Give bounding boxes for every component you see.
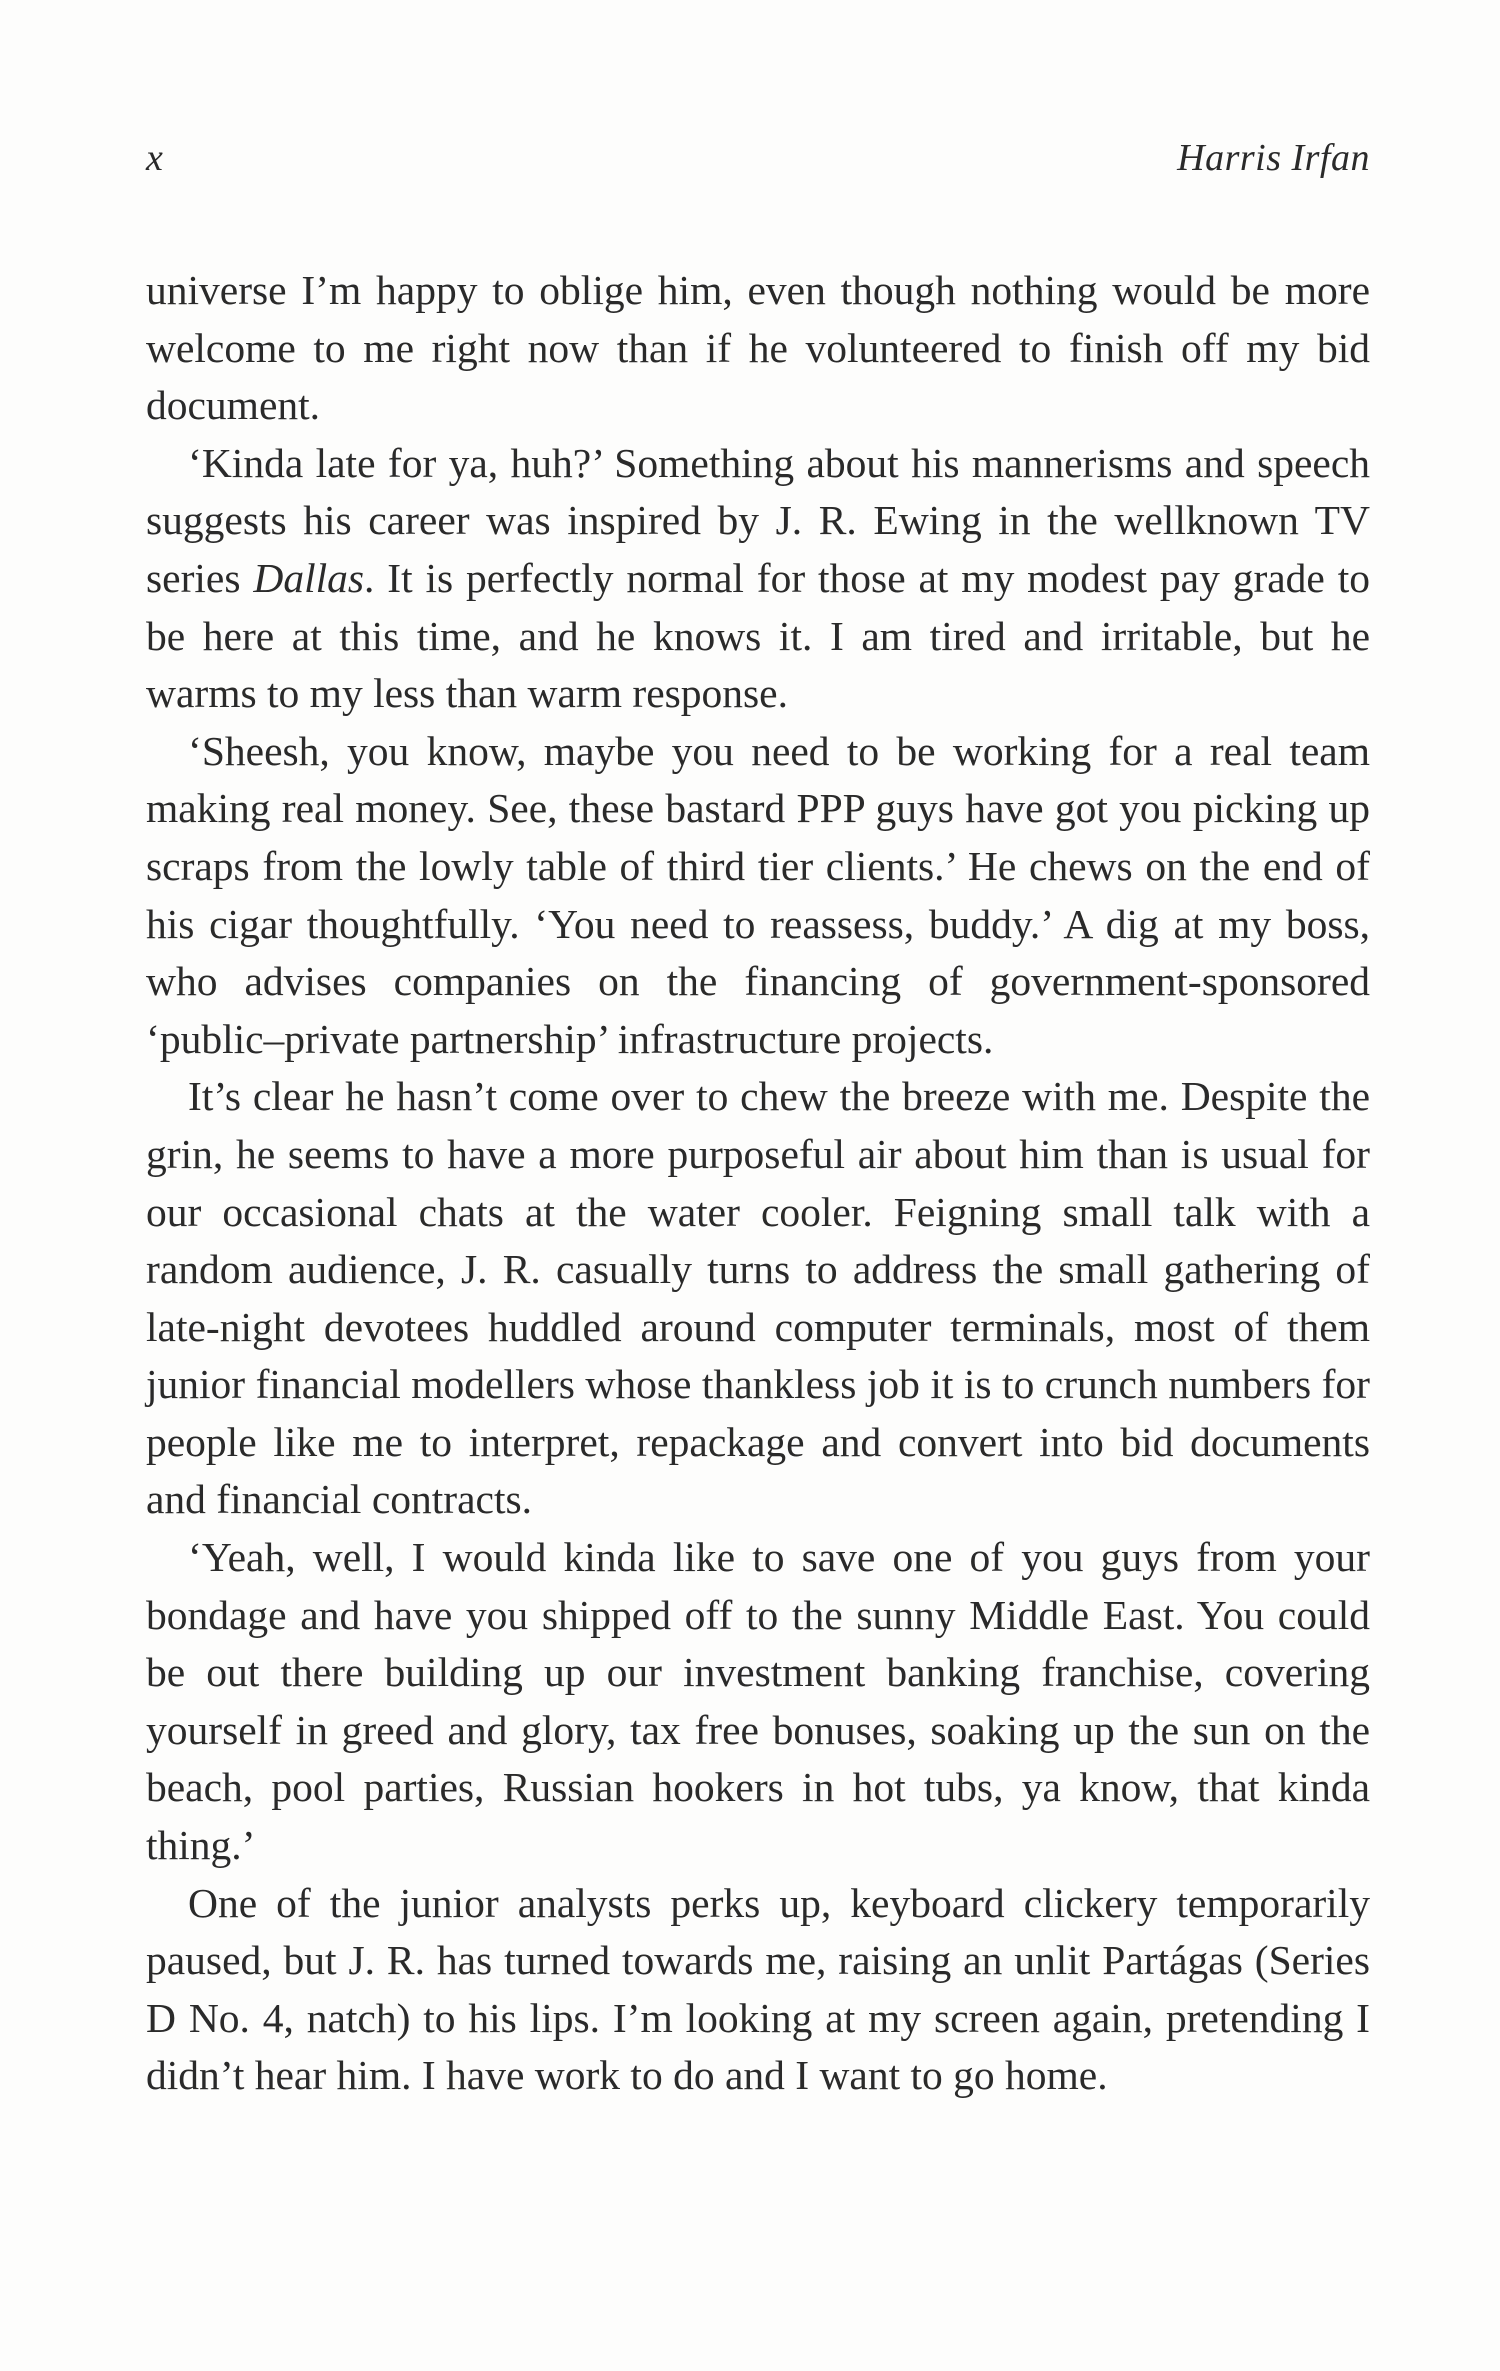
paragraph bbox=[146, 1875, 1370, 2105]
text-segment: ‘Yeah, well, I would kinda like to save one of you guys from your bondage and have you shipped off to the sunny Middle East. You could be out there building up our investment banking franchise, covering yourself in greed and glory, tax free bonuses, soaking up the sun on the beach, pool parties, Russian hookers in hot tubs, ya know, that kinda thing.’ bbox=[146, 1534, 1370, 1869]
text-segment: . It is perfectly normal for those at my modest pay grade to be here at this time, and he knows it. I am tired and irritable, but he warms to my less than warm response. bbox=[146, 554, 1370, 717]
paragraph bbox=[146, 723, 1370, 1069]
running-head-author: Harris Irfan bbox=[1177, 137, 1370, 179]
running-head bbox=[146, 128, 1370, 188]
text-segment: universe I’m happy to oblige him, even though nothing would be more welcome to me right now than if he volunteered to finish off my bid document. bbox=[146, 267, 1370, 429]
body-text bbox=[146, 262, 1370, 2105]
paragraph bbox=[146, 1068, 1370, 1529]
paragraph bbox=[146, 435, 1370, 723]
paragraph bbox=[146, 262, 1370, 435]
text-segment: One of the junior analysts perks up, keyboard clickery temporarily paused, but J. R. has turned towards me, raising an unlit Partágas (Series D No. 4, natch) to his lips. I’m looking at my screen again, pretending I didn’t hear him. I have work to do and I want to go home. bbox=[146, 1879, 1370, 2099]
text-segment: It’s clear he hasn’t come over to chew the breeze with me. Despite the grin, he seems to have a more purposeful air about him than is usual for our occasional chats at the water cooler. Feigning small talk with a random audience, J. R. casually turns to address the small gathering of late-night devotees huddled around computer terminals, most of them junior financial modellers whose thankless job it is to crunch numbers for people like me to interpret, repackage and convert into bid documents and financial contracts. bbox=[146, 1073, 1370, 1523]
italic-title: Dallas bbox=[253, 554, 365, 601]
paragraph bbox=[146, 1529, 1370, 1875]
text-segment: ‘Kinda late for ya, huh?’ Something about his mannerisms and speech suggests his career was inspired by J. R. Ewing in the wellknown TV series bbox=[146, 439, 1370, 601]
page-number: x bbox=[146, 137, 164, 179]
text-segment: ‘Sheesh, you know, maybe you need to be working for a real team making real money. See, these bastard PPP guys have got you picking up scraps from the lowly table of third tier clients.’ He chews on the end of his cigar thoughtfully. ‘You need to reassess, buddy.’ A dig at my boss, who advises companies on the financing of government-sponsored ‘public–private partnership’ infrastructure projects. bbox=[146, 727, 1370, 1062]
